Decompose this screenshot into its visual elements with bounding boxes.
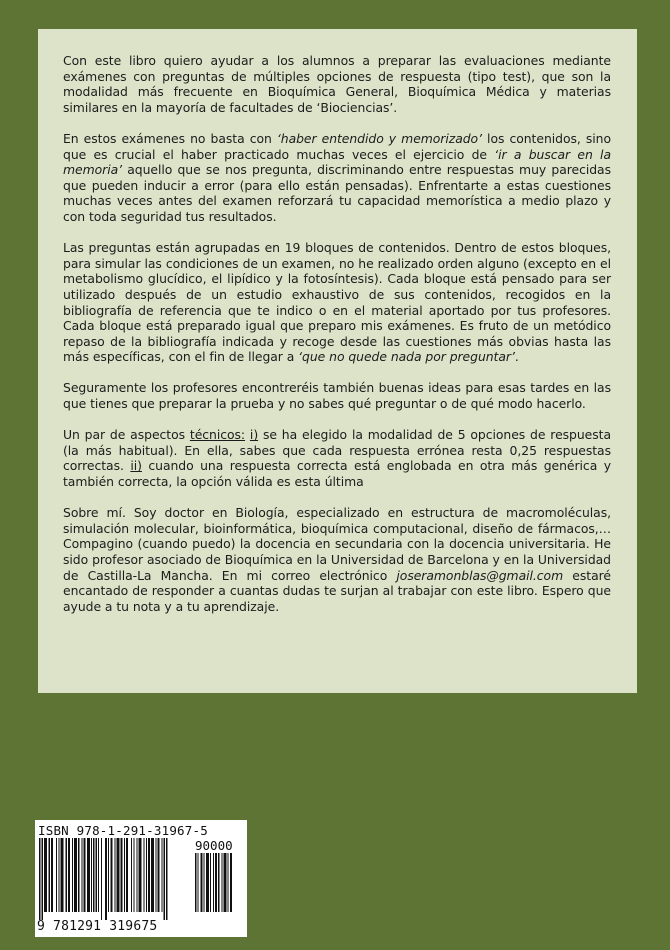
price-code: 90000 xyxy=(195,838,233,853)
barcode-bar xyxy=(139,838,142,912)
barcode-bar xyxy=(144,838,145,912)
barcode-bar xyxy=(56,838,57,912)
barcode-bar xyxy=(51,838,53,912)
barcode-bar xyxy=(39,838,41,920)
paragraph-exam-practice: En estos exámenes no basta con ‘haber entendido y memorizado’ los contenidos, sino que es crucial el haber practicado muchas veces el ejercicio de ‘ir a buscar en la memoria’ aquello que se nos pregunta, discriminando entre respuestas muy parecidas que pueden inducir a error (para ello están pensadas). Enfrentarte a estas cuestiones muchas veces antes del examen reforzará tu capacidad memorística a medio plazo y con toda seguridad tus resultados. xyxy=(63,130,611,224)
barcode-bar xyxy=(98,838,99,912)
barcode-bar xyxy=(44,838,47,912)
barcode-bar xyxy=(146,838,147,912)
barcode-bar xyxy=(215,853,217,912)
barcode-bar xyxy=(158,838,160,912)
barcode-bar xyxy=(218,853,220,912)
paragraph-about-author: Sobre mí. Soy doctor en Biología, especializado en estructura de macromoléculas, simulación molecular, bioinformática, bioquímica computacional, diseño de fármacos,… Compagino (cuando puedo) la docencia en secundaria con la docencia universitaria. He sido profesor asociado de Bioquímica en la Universidad de Barcelona y en la Universidad de Castilla-La Mancha. En mi correo electrónico joseramonblas@gmail.com estaré encantado de responder a cuantas dudas te surjan al trabajar con este libro. Espero que ayude a tu nota y a tu aprendizaje. xyxy=(63,505,611,614)
blurb-text xyxy=(63,53,611,630)
barcode-bar xyxy=(115,838,116,912)
barcode-bar xyxy=(195,853,197,912)
barcode-bar xyxy=(101,838,102,920)
barcode-bar xyxy=(148,838,150,912)
barcode-bar xyxy=(72,838,73,912)
isbn-barcode xyxy=(35,820,247,937)
barcode-bar xyxy=(49,838,51,912)
paragraph-intro: Con este libro quiero ayudar a los alumnos a preparar las evaluaciones mediante exámenes con preguntas de múltiples opciones de respuesta (tipo test), que son la modalidad más frecuente en Bioquímica General, Bioquímica Médica y materias similares en la mayoría de facultades de ‘Biociencias’. xyxy=(63,53,611,115)
barcode-bar xyxy=(108,838,109,912)
barcode-bar xyxy=(59,838,60,912)
paragraph-teachers: Seguramente los profesores encontreréis también buenas ideas para esas tardes en las que tienes que preparar la prueba y no sabes qué preguntar o de qué modo hacerlo. xyxy=(63,380,611,412)
barcode-bar xyxy=(204,853,205,912)
barcode-bar xyxy=(164,838,166,920)
barcode-bar xyxy=(96,838,98,912)
barcode-bar xyxy=(198,853,199,912)
barcode-bar xyxy=(124,838,125,912)
barcode-bar xyxy=(91,838,92,912)
barcode-bar xyxy=(201,853,203,912)
paragraph-technical-notes: Un par de aspectos técnicos: i) se ha elegido la modalidad de 5 opciones de respuesta (la más habitual). En ella, sabes que cada respuesta errónea resta 0,25 respuestas correctas. ii) cuando una respuesta correcta está englobada en otra más genérica y también correcta, la opción válida es esta última xyxy=(63,427,612,490)
isbn-label: ISBN 978-1-291-31967-5 xyxy=(38,823,208,838)
ean-barcode-bars xyxy=(39,838,189,920)
barcode-bar xyxy=(121,838,123,912)
barcode-bar xyxy=(68,838,70,912)
barcode-bar xyxy=(131,838,132,912)
barcode-bar xyxy=(151,838,154,912)
barcode-bar xyxy=(74,838,77,912)
author-email: joseramonblas@gmail.com xyxy=(396,567,564,583)
barcode-bar xyxy=(166,838,168,920)
barcode-bar xyxy=(126,838,128,912)
barcode-bar xyxy=(78,838,80,912)
barcode-bar xyxy=(156,838,157,912)
barcode-bar xyxy=(134,838,135,912)
barcode-bar xyxy=(82,838,83,912)
barcode-bar xyxy=(206,853,209,912)
barcode-bar xyxy=(210,853,211,912)
barcode-bar xyxy=(93,838,95,912)
barcode-bar xyxy=(84,838,86,912)
barcode-bar xyxy=(228,853,229,912)
barcode-bar xyxy=(66,838,68,912)
back-cover-text-panel xyxy=(38,29,637,693)
barcode-bar xyxy=(42,838,44,920)
barcode-bar xyxy=(230,853,232,912)
paragraph-question-blocks: Las preguntas están agrupadas en 19 bloques de contenidos. Dentro de estos bloques, para simular las condiciones de un examen, no he realizado orden alguno (excepto en el metabolismo glucídico, el lipídico y la fotosíntesis). Cada bloque está pensado para ser utilizado después de un estudio exhaustivo de sus contenidos, recogidos en la bibliografía de referencia que te indico o en el material aportado por tus profesores. Cada bloque está preparado igual que preparo mis exámenes. Es fruto de un metódico repaso de la bibliografía indicada y recoge desde las cuestiones más obvias hasta las más específicas, con el fin de llegar a ‘que no quede nada por preguntar’. xyxy=(63,240,611,365)
barcode-bar xyxy=(137,838,138,912)
ean-digits: 9 781291 319675 xyxy=(37,919,158,934)
price-barcode-bars xyxy=(195,853,243,920)
barcode-bar xyxy=(213,853,214,912)
barcode-bar xyxy=(61,838,64,912)
barcode-bar xyxy=(105,838,107,920)
barcode-bar xyxy=(162,838,163,912)
barcode-bar xyxy=(224,853,227,912)
barcode-bar xyxy=(111,838,113,912)
barcode-bar xyxy=(117,838,120,912)
barcode-bar xyxy=(222,853,223,912)
barcode-bar xyxy=(87,838,90,912)
